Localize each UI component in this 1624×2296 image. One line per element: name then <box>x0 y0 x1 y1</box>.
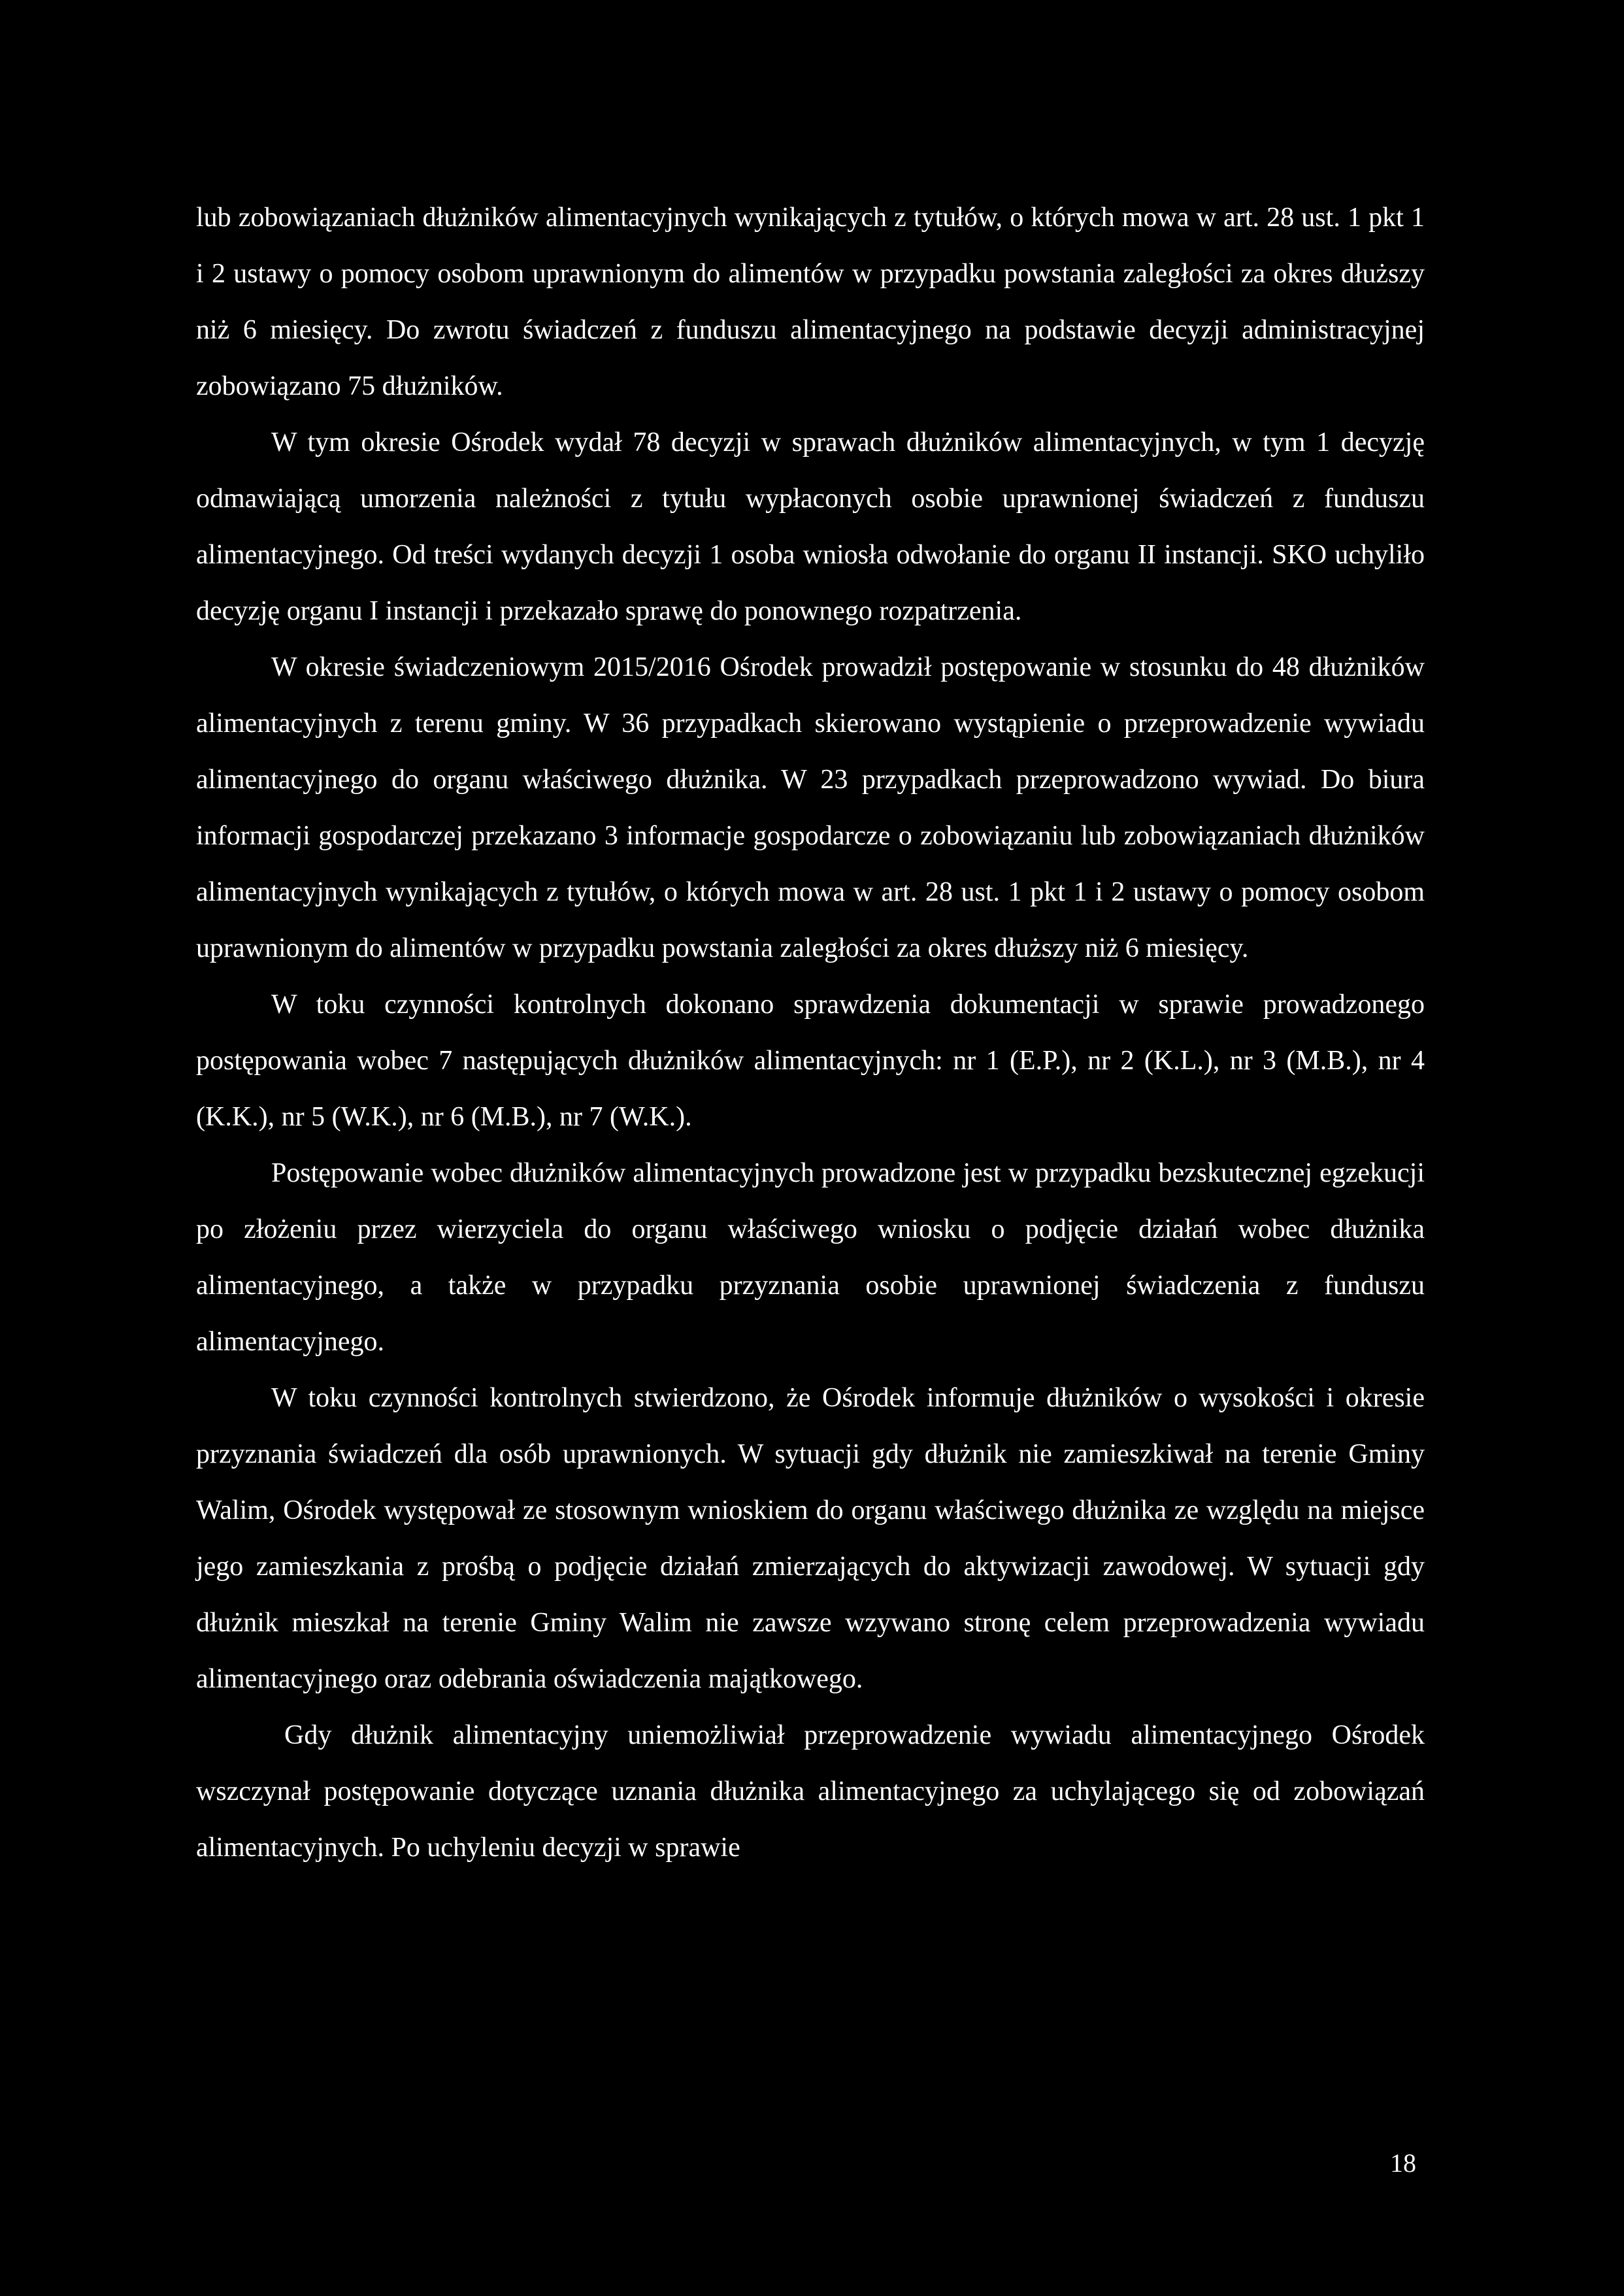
paragraph-4: W toku czynności kontrolnych dokonano sprawdzenia dokumentacji w sprawie prowadzonego postępowania wobec 7 następujących dłużników alimentacyjnych: nr 1 (E.P.), nr 2 (K.L.), nr 3 (M.B.), nr 4 (K.K.), nr 5 (W.K.), nr 6 (M.B.), nr 7 (W.K.). <box>196 990 1425 1132</box>
paragraph-6: W toku czynności kontrolnych stwierdzono, że Ośrodek informuje dłużników o wysokości i okresie przyznania świadczeń dla osób uprawnionych. W sytuacji gdy dłużnik nie zamieszkiwał na terenie Gminy Walim, Ośrodek występował ze stosownym wnioskiem do organu właściwego dłużnika ze względu na miejsce jego zamieszkania z prośbą o podjęcie działań zmierzających do aktywizacji zawodowej. W sytuacji gdy dłużnik mieszkał na terenie Gminy Walim nie zawsze wzywano stronę celem przeprowadzenia wywiadu alimentacyjnego oraz odebrania oświadczenia majątkowego. <box>196 1383 1425 1694</box>
paragraph-5: Postępowanie wobec dłużników alimentacyjnych prowadzone jest w przypadku bezskutecznej egzekucji po złożeniu przez wierzyciela do organu właściwego wniosku o podjęcie działań wobec dłużnika alimentacyjnego, a także w przypadku przyznania osobie uprawnionej świadczenia z funduszu alimentacyjnego. <box>196 1158 1425 1357</box>
paragraph-1: lub zobowiązaniach dłużników alimentacyjnych wynikających z tytułów, o których mowa w art. 28 ust. 1 pkt 1 i 2 ustawy o pomocy osobom uprawnionym do alimentów w przypadku powstania zaległości za okres dłuższy niż 6 miesięcy. Do zwrotu świadczeń z funduszu alimentacyjnego na podstawie decyzji administracyjnej zobowiązano 75 dłużników. <box>196 203 1425 401</box>
paragraph-7: Gdy dłużnik alimentacyjny uniemożliwiał przeprowadzenie wywiadu alimentacyjnego Ośrodek wszczynał postępowanie dotyczące uznania dłużnika alimentacyjnego za uchylającego się od zobowiązań alimentacyjnych. Po uchyleniu decyzji w sprawie <box>196 1720 1425 1863</box>
document-page <box>196 190 1425 1876</box>
paragraph-2: W tym okresie Ośrodek wydał 78 decyzji w sprawach dłużników alimentacyjnych, w tym 1 decyzję odmawiającą umorzenia należności z tytułu wypłaconych osobie uprawnionej świadczeń z funduszu alimentacyjnego. Od treści wydanych decyzji 1 osoba wniosła odwołanie do organu II instancji. SKO uchyliło decyzję organu I instancji i przekazało sprawę do ponownego rozpatrzenia. <box>196 427 1425 626</box>
paragraph-3: W okresie świadczeniowym 2015/2016 Ośrodek prowadził postępowanie w stosunku do 48 dłużników alimentacyjnych z terenu gminy. W 36 przypadkach skierowano wystąpienie o przeprowadzenie wywiadu alimentacyjnego do organu właściwego dłużnika. W 23 przypadkach przeprowadzono wywiad. Do biura informacji gospodarczej przekazano 3 informacje gospodarcze o zobowiązaniu lub zobowiązaniach dłużników alimentacyjnych wynikających z tytułów, o których mowa w art. 28 ust. 1 pkt 1 i 2 ustawy o pomocy osobom uprawnionym do alimentów w przypadku powstania zaległości za okres dłuższy niż 6 miesięcy. <box>196 652 1425 963</box>
page-number: 18 <box>1390 2148 1416 2178</box>
